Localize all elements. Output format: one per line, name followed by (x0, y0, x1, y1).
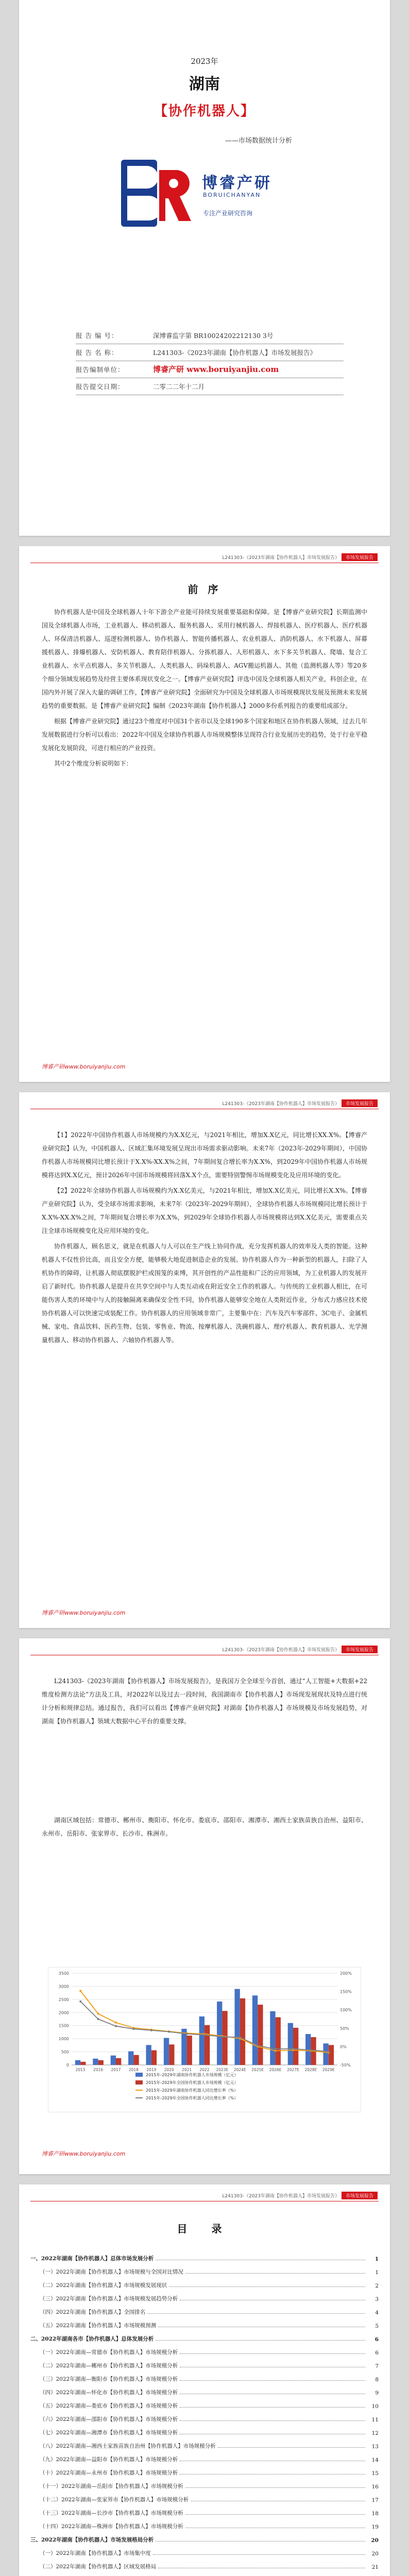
toc-title: 目 录 (177, 2223, 232, 2235)
cover-year: 2023年 (191, 57, 218, 66)
y2-tick-label: 100% (340, 2008, 352, 2013)
toc-entry[interactable] (30, 2356, 379, 2369)
chart-bar (329, 2045, 334, 2065)
toc-entry-title: （三）2022年湖南—衡阳市【协作机器人】市场规模分析 (40, 2376, 178, 2382)
y-tick-label: 3000 (58, 1984, 69, 1989)
info-row-date (76, 378, 344, 395)
info-label: 报告提交日期： (76, 383, 125, 391)
toc-entry-page: 10 (371, 2403, 379, 2410)
toc-entry-title: （十四）2022年湖南—株洲市【协作机器人】市场规模分析 (40, 2523, 183, 2530)
running-header-tag: 市场发展报告 (342, 1646, 378, 1653)
toc-leader (218, 2447, 365, 2448)
chart-bar (133, 2055, 139, 2065)
x-tick-label: 2022 (199, 2067, 210, 2072)
toc-entry[interactable] (30, 2383, 379, 2396)
toc-entry-page: 3 (375, 2296, 379, 2302)
toc-entry[interactable] (30, 2302, 379, 2316)
toc-entry[interactable] (30, 2316, 379, 2329)
toc-entry[interactable] (30, 2450, 379, 2463)
toc-entry-page: 8 (375, 2377, 379, 2383)
chart-point (168, 2031, 170, 2033)
paragraph: 湖南区域包括：常德市、郴州市、衡阳市、怀化市、娄底市、邵阳市、湘潭市、湘西土家族苗族自治州、益阳市、永州市、岳阳市、张家界市、长沙市、株洲市。 (42, 1817, 367, 1837)
toc-entry-page: 15 (371, 2470, 379, 2477)
toc-entry-title: 一、2022年湖南【协作机器人】总体市场发展分析 (30, 2256, 154, 2262)
toc-entry-page: 17 (371, 2497, 379, 2503)
chart-point (115, 2022, 117, 2024)
chart-point (132, 2028, 134, 2030)
chart-bar (204, 2025, 210, 2065)
chart-bar (151, 2050, 157, 2065)
toc-entry-page: 6 (374, 2336, 379, 2343)
publisher-link[interactable]: 博睿产研 www.boruiyanjiu.com (153, 365, 279, 374)
toc-entry-page: 13 (371, 2444, 379, 2450)
toc-entry[interactable] (30, 2530, 379, 2544)
running-header-tag: 市场发展报告 (342, 2192, 378, 2199)
x-tick-label: 2027E (287, 2067, 299, 2072)
chart-bar (276, 2017, 281, 2065)
watermark: 博睿产研www.boruiyanjiu.com (42, 1609, 126, 1616)
overview-body (42, 1674, 367, 1730)
chart-bar (199, 2016, 204, 2065)
paragraph: 【1】2022年中国协作机器人市场规模约为X.X亿元，与2021年相比，增加X.X亿元，同比增长XX.X%。【博睿产业研究院】认为，中国机器人、区域汇集环境发展呈现出市场需求驱动影响。未来7年（2023年-2029年期间），中国协作机器人市场规模同比增长预计于X.X%-XX.X%之间，7年期间复合增长率为X.X%，到2029年中国协作机器人市场规模将达到X.X亿元，预计2026年中国市场规模将回落X.X个点，需要特别警惕市场规模变化及应用环境的变化。 (42, 1131, 367, 1179)
paragraph: 【2】2022年全球协作机器人市场规模约为X.X亿美元，与2021年相比，增加X.X亿美元，同比增长X.X%。【博睿产业研究院】认为，受全球市场需求影响，未来7年（2023年-2029年期间），全球协作机器人市场规模同比增长预计于X.X%-XX.X%之间，7年期间复合增长率为X.X%，到2029年全球协作机器人市场规模将达到X.X亿美元，需要重点关注全球市场规模变化及应用环境的变化。 (42, 1187, 367, 1234)
y2-tick-label: 150% (340, 1989, 352, 1994)
paragraph: 协作机器人，顾名思义，就是在机器人与人可以在生产线上协同作战，充分发挥机器人的效率及人类的智能。这种机器人不仅性价比高，而且安全方便，能够极大地促进制造企业的发展。协作机器人作为一种新型的机器人，扫除了人机协作的障碍，让机器人彻底摆脱护栏或围笼的束缚，其开创性的产品性能和广泛的应用领域，为工业机器人的发展开启了新时代。协作机器人是提升在共享空间中与人类互动或在附近安全工作的机器人。与传统的工业机器人相比，在可能伤害人类的环境中与人的接触隔离来确保安全性不同，协作机器人能够安全地在人类附近作业，分布式力感应技术使协作机器人可以快速完成装配工作。协作机器人的应用领域非常广，主要集中在：汽车及汽车零部件、3C电子、金属机械、家电、食品饮料、医药生物、包装、零售业、物流、按摩机器人、洗碗机器人、理疗机器人、教育机器人、光学测量机器人、移动协作机器人、六轴协作机器人等。 (42, 1243, 367, 1344)
toc-entry[interactable] (30, 2423, 379, 2436)
toc-entry[interactable] (30, 2544, 379, 2557)
toc-entry-page: 2 (375, 2283, 379, 2289)
chart-bar (80, 2062, 86, 2065)
toc-entry[interactable] (30, 2477, 379, 2490)
toc-entry[interactable] (30, 2329, 379, 2343)
logo-slogan: 专注产业研究咨询 (203, 210, 253, 217)
legend-label: 2015年-2029年全国协作机器人市场规模（亿元） (146, 2080, 238, 2085)
toc-leader (180, 2407, 365, 2408)
toc-entry[interactable] (30, 2289, 379, 2302)
y-tick-label: 1000 (58, 2037, 69, 2042)
info-label: 报 告 名 称： (76, 349, 118, 357)
overview-page (19, 1638, 390, 2174)
toc-entry-title: （五）2022年湖南【协作机器人】市场规模预测 (40, 2323, 157, 2329)
toc-leader (180, 2474, 365, 2475)
running-header-text: L241303-《2023年湖南【协作机器人】市场发展报告》 (222, 1648, 339, 1653)
chart-bar (187, 2036, 192, 2065)
toc-entry-title: （二）2022年湖南—郴州市【协作机器人】市场规模分析 (40, 2363, 178, 2369)
toc-entry-title: （三）2022年湖南【协作机器人】市场规模发展趋势分析 (40, 2296, 178, 2302)
chart-point (186, 2033, 188, 2035)
info-row-publisher (76, 361, 344, 378)
legend-label: 2015年-2029年全国协作机器人同比增长率（%） (146, 2096, 238, 2100)
analysis-body (42, 1128, 367, 1349)
info-label: 报告编制单位： (76, 366, 125, 374)
toc-entry[interactable] (30, 2570, 379, 2576)
x-tick-label: 2029E (322, 2067, 335, 2072)
toc-entry-page: 1 (375, 2269, 379, 2276)
toc-leader (147, 2313, 365, 2314)
x-tick-label: 2026E (269, 2067, 282, 2072)
x-tick-label: 2028E (304, 2067, 317, 2072)
chart-point (150, 2029, 152, 2031)
chart-bar (288, 2023, 293, 2065)
paragraph: 根据【博睿产业研究院】通过23个维度对中国31个省市以及全球190多个国家和地区在协作机器人领域，过去几年发展数据进行分析可以看出：2022年中国及全球协作机器人市场规模整体呈现符合行业发展历史的趋势，处于行业平稳发展化发展阶段，可进行相应的产业投资。 (42, 718, 367, 752)
x-tick-label: 2016 (93, 2067, 104, 2072)
chart-bar (75, 2060, 80, 2065)
toc-entry-title: （五）2022年湖南—娄底市【协作机器人】市场规模分析 (40, 2403, 178, 2409)
info-row-report-id (76, 327, 344, 344)
chart-bar (164, 2038, 169, 2065)
chart-point (310, 2049, 312, 2051)
toc-entry-title: 二、2022年湖南各市【协作机器人】总体发展分析 (30, 2336, 154, 2342)
chart-bar (111, 2056, 116, 2065)
preface-title: 前 序 (188, 583, 221, 596)
cover-info-table (76, 327, 344, 395)
chart-point (79, 2001, 81, 2003)
toc-entry[interactable] (30, 2490, 379, 2503)
toc-leader (180, 2380, 365, 2381)
chart-point (292, 2048, 294, 2050)
running-header-tag: 市场发展报告 (342, 553, 378, 561)
toc-entry-page: 11 (371, 2417, 379, 2423)
toc-entry[interactable] (30, 2436, 379, 2450)
running-header (222, 1646, 378, 1653)
chart-bar (116, 2058, 121, 2065)
legend-swatch (135, 2080, 143, 2084)
toc-entry[interactable] (30, 2517, 379, 2530)
logo-name-en: BORUICHANYAN (203, 192, 261, 198)
toc-entry-page: 6 (375, 2350, 379, 2356)
market-size-chart-svg (48, 1967, 361, 2112)
running-header-text: L241303-《2023年湖南【协作机器人】市场发展报告》 (222, 2194, 339, 2199)
toc-entry[interactable] (30, 2262, 379, 2276)
market-size-chart (48, 1967, 361, 2112)
toc-entry-title: （六）2022年湖南—邵阳市【协作机器人】市场规模分析 (40, 2416, 178, 2422)
chart-point (97, 2013, 99, 2015)
toc-entry-page: 5 (375, 2323, 379, 2329)
chart-bar (98, 2060, 104, 2065)
chart-bar (234, 1989, 240, 2065)
running-header-text: L241303-《2023年湖南【协作机器人】市场发展报告》 (222, 1101, 339, 1107)
toc-entry-title: （一）2022年湖南【协作机器人】市场规模与全国对比情况 (40, 2269, 183, 2275)
cover-title: 【协作机器人】 (154, 104, 255, 119)
toc-leader (153, 2554, 365, 2555)
y2-tick-label: 0% (340, 2044, 347, 2049)
region-body (42, 1814, 367, 1842)
legend-label: 2015年-2029年湖南协作机器人同比增长率（%） (146, 2088, 238, 2093)
toc-entry-title: （十三）2022年湖南—长沙市【协作机器人】市场规模分析 (40, 2510, 183, 2516)
x-tick-label: 2021 (182, 2067, 192, 2072)
toc-leader (169, 2286, 365, 2287)
toc-entry[interactable] (30, 2369, 379, 2383)
toc-entry-page: 16 (371, 2484, 379, 2490)
chart-point (239, 2037, 241, 2039)
x-tick-label: 2015 (75, 2067, 86, 2072)
logo-mark-icon (117, 155, 194, 232)
chart-point (328, 2050, 330, 2053)
watermark: 博睿产研www.boruiyanjiu.com (42, 2150, 126, 2157)
chart-bar (93, 2059, 98, 2065)
toc-entry[interactable] (30, 2343, 379, 2356)
watermark: 博睿产研www.boruiyanjiu.com (42, 1063, 126, 1070)
running-header (222, 553, 378, 561)
chart-point (79, 1990, 81, 1992)
running-header-tag: 市场发展报告 (342, 1099, 378, 1107)
toc-entry-title: （八）2022年湖南—湘西土家族苗族自治州【协作机器人】市场规模分析 (40, 2443, 216, 2449)
toc-entry-title: （四）2022年湖南【协作机器人】全国排名 (40, 2309, 146, 2315)
chart-bar (240, 1998, 245, 2065)
chart-point (257, 2044, 259, 2046)
toc-entry-page: 1 (374, 2256, 379, 2262)
toc-leader (180, 2420, 365, 2421)
chart-bar (222, 2011, 227, 2065)
toc-entry-title: 三、2022年湖南【协作机器人】市场发展格局分析 (30, 2537, 154, 2543)
toc-leader (185, 2487, 365, 2488)
chart-point (275, 2048, 277, 2050)
y-tick-label: 0 (66, 2063, 69, 2067)
x-tick-label: 2023E (216, 2067, 229, 2072)
toc-entry-title: （二）2022年湖南【协作机器人】市场规模发展现状 (40, 2282, 167, 2289)
chart-bar (293, 2028, 298, 2065)
toc-entry[interactable] (30, 2557, 379, 2570)
info-value: 深博睿监字第 BR10024202212130 3号 (153, 332, 274, 340)
logo-name-cn: 博睿产研 (202, 174, 272, 192)
toc-entry[interactable] (30, 2249, 379, 2262)
toc-entry-page: 19 (371, 2524, 379, 2530)
toc-entry[interactable] (30, 2503, 379, 2517)
chart-bar (270, 2011, 275, 2065)
toc-entry[interactable] (30, 2396, 379, 2410)
toc-entry-page: 14 (371, 2457, 379, 2463)
toc-entry-title: （一）2022年湖南—常德市【协作机器人】市场规模分析 (40, 2349, 178, 2355)
paragraph: 协作机器人是中国及全球机器人十年下游全产业能可持续发展重要基础和保障。是【博睿产业研究院】长期监测中国及全球机器人市场，工业机器人、移动机器人、服务机器人、采用行械机器人、焊接机器人、医疗机器人、医疗机器人、环保清洁机器人、巡逻检测机器人、协作机器人、智能传播机器人、农业机器人、消防机器人、水下机器人、屏幕援机器人、排爆机器人、安防机器人、教育陪伴机器人、分拣机器人、人形机器人、水下多关节机器人、爬墙、复合工业机器人、水平点机器人、多关节机器人、人类机器人、码垛机器人、AGV搬运机器人、其他（监测机器人等）等20多个细分领域发展趋势及经营主要体系现状变化之一。【博睿产业研究院】评选中国及全球机器人相关产业，科创企业，在国内外开展了深入大量的调研工作，【博睿产业研究院】全面研究为中国及全球机器人市场规模现状发展及预测未来发展趋势的重要数据。是【博睿产业研究院】编制《2023年湖南【协作机器人】2000多份系列报告的重要组成部分。 (42, 608, 367, 709)
info-value: 二零二二年十二月 (153, 383, 205, 391)
table-of-contents (30, 2249, 379, 2576)
toc-entry-page: 18 (371, 2511, 379, 2517)
chart-bar (128, 2052, 133, 2065)
info-row-report-name (76, 344, 344, 361)
y2-tick-label: -50% (340, 2063, 351, 2067)
toc-entry-title: （十）2022年湖南—永州市【协作机器人】市场规模分析 (40, 2470, 178, 2476)
toc-entry-page: 12 (371, 2430, 379, 2436)
preface-body (42, 605, 367, 772)
y2-tick-label: 50% (340, 2026, 349, 2031)
y-tick-label: 500 (61, 2049, 69, 2055)
legend-label: 2015年-2029年湖南协作机器人市场规模（亿元） (146, 2073, 238, 2077)
toc-entry-page: 9 (375, 2390, 379, 2396)
x-tick-label: 2025E (251, 2067, 264, 2072)
legend-swatch (135, 2073, 143, 2077)
toc-leader (185, 2273, 365, 2274)
chart-point (115, 2025, 117, 2027)
toc-page (19, 2184, 390, 2576)
toc-leader (180, 2353, 365, 2354)
analysis-page (19, 1092, 390, 1628)
paragraph: 其中2个维度分析说明如下： (54, 760, 132, 767)
chart-bar (323, 2043, 328, 2065)
cover-page (19, 0, 390, 536)
chart-point (97, 2018, 99, 2020)
chart-bar (258, 2005, 263, 2065)
y-tick-label: 2000 (58, 2010, 69, 2015)
toc-entry-title: （一）2022年湖南【协作机器人】市场集中度 (40, 2550, 151, 2556)
running-header-text: L241303-《2023年湖南【协作机器人】市场发展报告》 (222, 555, 339, 561)
toc-entry-page: 21 (371, 2564, 379, 2570)
x-tick-label: 2024E (233, 2067, 246, 2072)
x-tick-label: 2018 (128, 2067, 139, 2072)
toc-entry[interactable] (30, 2463, 379, 2477)
x-tick-label: 2019 (146, 2067, 157, 2072)
chart-bar (217, 2002, 222, 2065)
y-tick-label: 2500 (58, 1997, 69, 2002)
toc-entry-title: （二）2022年湖南【协作机器人】区域发展格局 (40, 2564, 157, 2570)
toc-entry-page: 7 (375, 2363, 379, 2369)
toc-entry-page: 4 (375, 2310, 379, 2316)
toc-entry-title: （七）2022年湖南—湘潭市【协作机器人】市场规模分析 (40, 2430, 178, 2436)
chart-bar (146, 2045, 151, 2065)
toc-entry[interactable] (30, 2410, 379, 2423)
x-tick-label: 2017 (111, 2067, 121, 2072)
y-tick-label: 3500 (58, 1971, 69, 1976)
y2-tick-label: 200% (340, 1971, 352, 1976)
chart-point (221, 2036, 223, 2038)
cover-region: 湖南 (189, 75, 220, 93)
y-tick-label: 1500 (58, 2023, 69, 2028)
running-header (222, 2192, 378, 2199)
chart-bar (252, 1995, 258, 2065)
toc-leader (156, 2340, 365, 2341)
toc-entry-title: （四）2022年湖南—怀化市【协作机器人】市场规模分析 (40, 2389, 178, 2396)
x-tick-label: 2020 (164, 2067, 174, 2072)
toc-entry[interactable] (30, 2276, 379, 2289)
chart-bar (169, 2044, 174, 2065)
toc-leader (185, 2514, 365, 2515)
toc-entry-title: （十二）2022年湖南—张家界市【协作机器人】市场规模分析 (40, 2497, 189, 2503)
toc-entry-title: （九）2022年湖南—益阳市【协作机器人】市场规模分析 (40, 2456, 178, 2463)
toc-entry-page: 20 (371, 2551, 379, 2557)
paragraph: L241303-《2023年湖南【协作机器人】市场发展报告》，是我国万全全球至今首创，通过“人工智能+大数据+22维度检测方法论”方法及工具，对2022年以及过去一段时间，我国湖南市【协作机器人】市场现发展现状及特点进行统计分析和规律总结。通过报告，我们可以看出【博睿产业研究院】对湖南【协作机器人】市场规模及市场发展趋势，对湖南【协作机器人】领域大数据中心平台的重要支撑。 (42, 1677, 367, 1725)
cover-subtitle: ——市场数据统计分析 (225, 137, 293, 145)
info-label: 报 告 编 号： (76, 332, 118, 340)
toc-entry-title: （十一）2022年湖南—岳阳市【协作机器人】市场规模分析 (40, 2483, 183, 2489)
running-header (222, 1099, 378, 1107)
info-value: L241303-《2023年湖南【协作机器人】市场发展报告》 (153, 349, 317, 357)
preface-page (19, 546, 390, 1082)
chart-point (275, 2050, 277, 2052)
toc-entry-page: 20 (371, 2537, 379, 2544)
chart-point (203, 2034, 206, 2036)
